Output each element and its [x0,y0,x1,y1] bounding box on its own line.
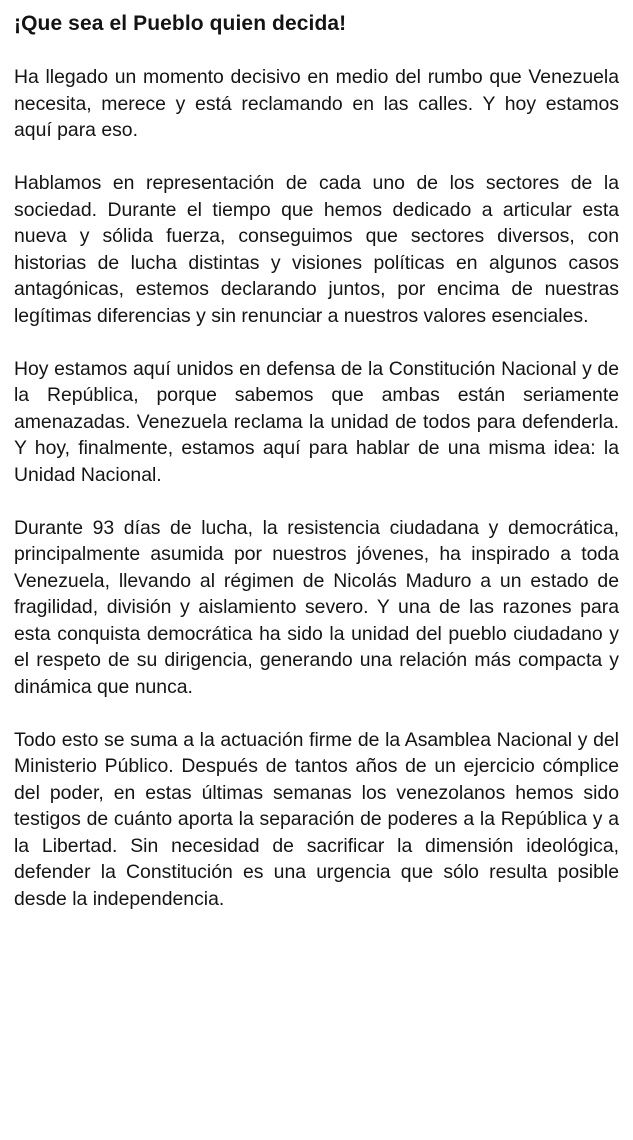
document-title: ¡Que sea el Pueblo quien decida! [14,12,347,35]
paragraph-5: Todo esto se suma a la actuación firme de la Asamblea Nacional y del Ministerio Público. Después de tantos años de un ejercicio cómplice del poder, en estas últimas semanas los venezolanos hemos sido testigos de cuánto aporta la separación de poderes a la República y a la Libertad. Sin necesidad de sacrificar la dimensión ideológica, defender la Constitución es una urgencia que sólo resulta posible desde la independencia. [14,728,619,910]
paragraph-2: Hablamos en representación de cada uno de los sectores de la sociedad. Durante el tiempo que hemos dedicado a articular esta nueva y sólida fuerza, conseguimos que sectores diversos, con historias de lucha distintas y visiones políticas en algunos casos antagónicas, estemos declarando juntos, por encima de nuestras legítimas diferencias y sin renunciar a nuestros valores esenciales. [14,172,619,327]
paragraph-4: Durante 93 días de lucha, la resistencia ciudadana y democrática, principalmente asumida por nuestros jóvenes, ha inspirado a toda Venezuela, llevando al régimen de Nicolás Maduro a un estado de fragilidad, división y aislamiento severo. Y una de las razones para esta conquista democrática ha sido la unidad del pueblo ciudadano y el respeto de su dirigencia, generando una relación más compacta y dinámica que nunca. [14,516,619,698]
paragraph-3: Hoy estamos aquí unidos en defensa de la Constitución Nacional y de la República, porque sabemos que ambas están seriamente amenazadas. Venezuela reclama la unidad de todos para defenderla. Y hoy, finalmente, estamos aquí para hablar de una misma idea: la Unidad Nacional. [14,357,619,486]
paragraph-1: Ha llegado un momento decisivo en medio del rumbo que Venezuela necesita, merece y está reclamando en las calles. Y hoy estamos aquí para eso. [14,66,619,141]
